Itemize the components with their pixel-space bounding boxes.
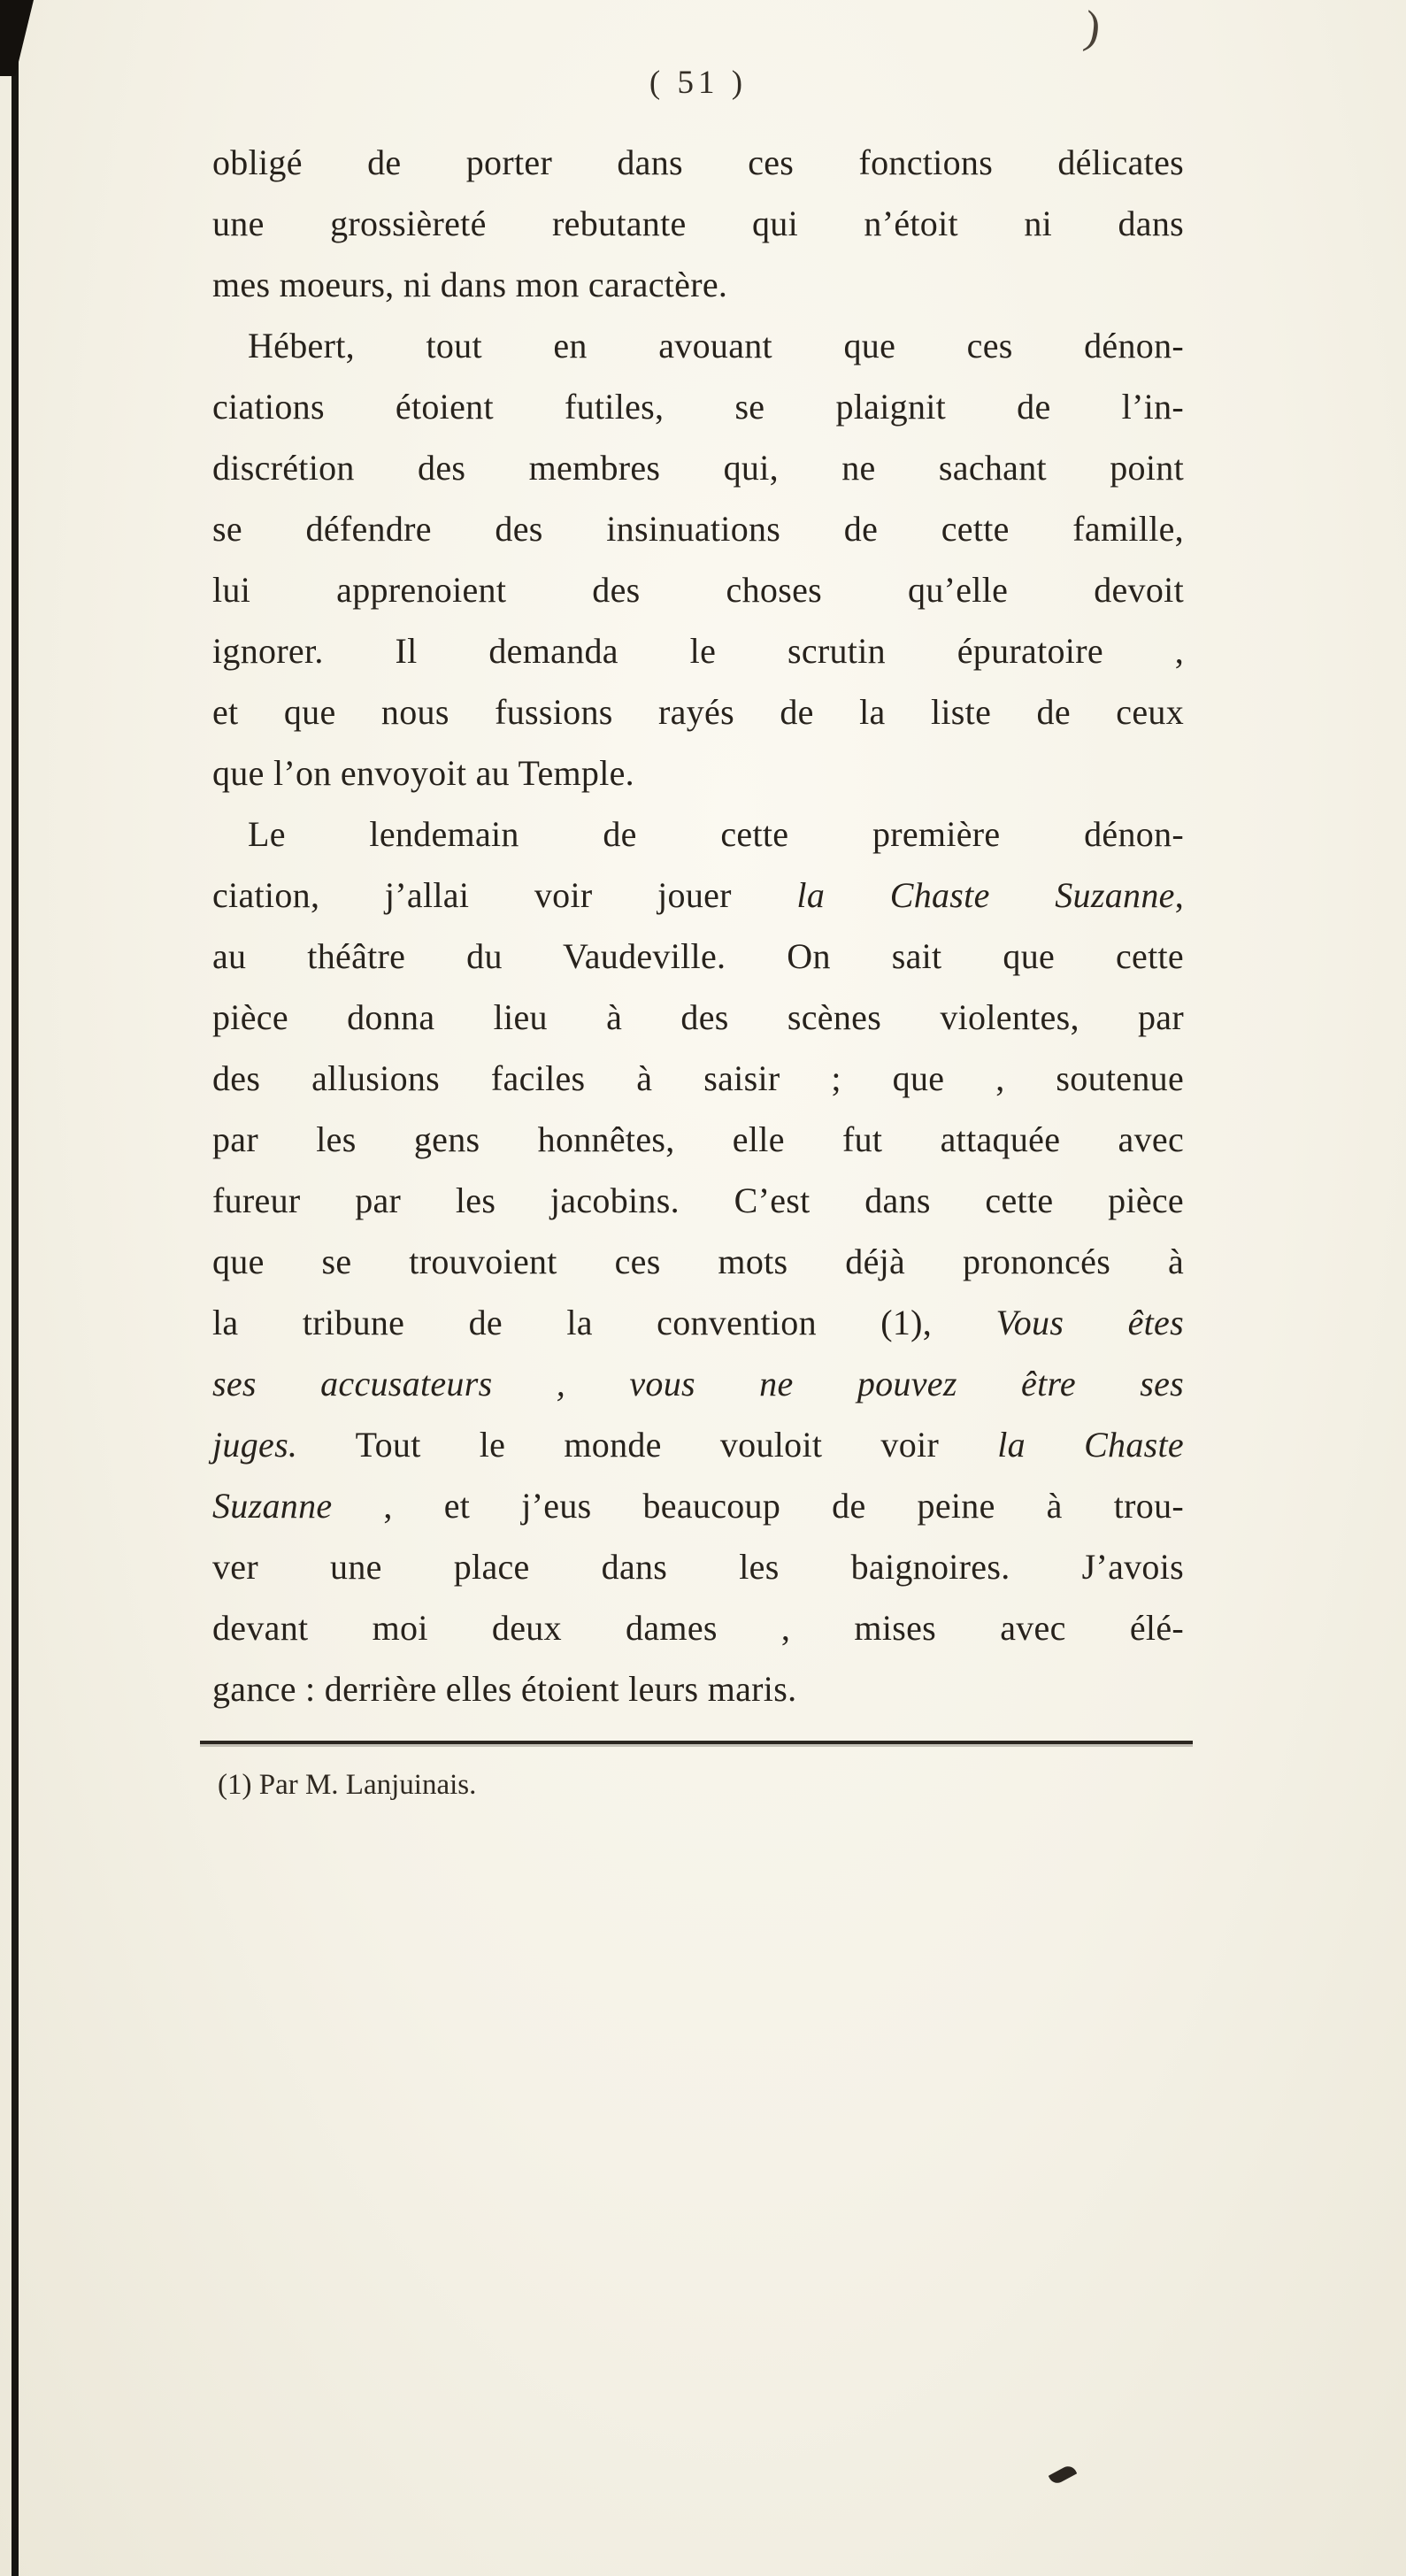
text-segment: mes moeurs, ni dans mon caractère. [212,265,728,304]
text-line [212,1292,1184,1353]
text-segment: ignorer. Il demanda le scrutin épuratoire , [212,631,1184,671]
italic-text-segment: la Chaste [997,1425,1184,1465]
text-segment: par les gens honnêtes, elle fut attaquée avec [212,1119,1184,1159]
scan-edge-strip [12,0,19,2576]
text-segment: que l’on envoyoit au Temple. [212,753,634,793]
text-segment: , [1174,875,1184,915]
text-segment: la tribune de la convention (1), [212,1303,996,1342]
text-segment: ciation, j’allai voir jouer [212,875,797,915]
text-line [212,1597,1184,1658]
text-line [212,620,1184,681]
text-line [212,498,1184,559]
text-line [212,742,1184,804]
footnote-rule [200,1741,1193,1744]
book-page [212,64,1184,1802]
text-line [212,1475,1184,1536]
text-line [212,254,1184,315]
text-segment: ciations étoient futiles, se plaignit de l’in- [212,387,1184,427]
text-line [212,193,1184,254]
italic-text-segment: Vous êtes [995,1303,1184,1342]
text-segment: ver une place dans les baignoires. J’avois [212,1547,1184,1587]
text-line [212,926,1184,987]
text-line [212,559,1184,620]
text-line [212,1414,1184,1475]
italic-text-segment: ses accusateurs , vous ne pouvez être ses [212,1364,1184,1403]
text-segment: devant moi deux dames , mises avec élé- [212,1608,1184,1648]
text-line [212,1658,1184,1719]
text-line [212,804,1184,865]
text-segment: se défendre des insinuations de cette famille, [212,509,1184,549]
page-number: ( 51 ) [649,65,748,101]
text-segment: des allusions faciles à saisir ; que , soutenue [212,1058,1184,1098]
italic-text-segment: juges. [212,1425,298,1465]
text-line [212,987,1184,1048]
stray-paren-mark: ) [1081,2,1104,54]
text-line [212,1231,1184,1292]
text-line [212,1170,1184,1231]
text-segment: Le lendemain de cette première dénon- [248,814,1184,854]
text-line [212,315,1184,376]
text-line [212,865,1184,926]
text-line [212,1536,1184,1597]
text-line [212,681,1184,742]
text-segment: fureur par les jacobins. C’est dans cette pièce [212,1180,1184,1220]
text-segment: , et j’eus beaucoup de peine à trou- [332,1486,1184,1526]
text-segment: et que nous fussions rayés de la liste de ceux [212,692,1184,732]
text-segment: au théâtre du Vaudeville. On sait que cette [212,936,1184,976]
text-segment: lui apprenoient des choses qu’elle devoit [212,570,1184,610]
italic-text-segment: la Chaste Suzanne [796,875,1175,915]
text-segment: pièce donna lieu à des scènes violentes, par [212,997,1184,1037]
text-segment: une grossièreté rebutante qui n’étoit ni dans [212,204,1184,243]
footnote: (1) Par M. Lanjuinais. [218,1769,477,1801]
italic-text-segment: Suzanne [212,1486,333,1526]
text-segment: discrétion des membres qui, ne sachant point [212,448,1184,488]
text-segment: que se trouvoient ces mots déjà prononcés à [212,1242,1184,1281]
text-line [212,1109,1184,1170]
text-line [212,132,1184,193]
text-line [212,1048,1184,1109]
body-text [212,132,1184,1719]
text-segment: Hébert, tout en avouant que ces dénon- [248,326,1184,365]
text-line [212,437,1184,498]
text-line [212,1353,1184,1414]
text-line [212,376,1184,437]
text-segment: obligé de porter dans ces fonctions délicates [212,142,1184,182]
text-segment: gance : derrière elles étoient leurs maris. [212,1669,797,1709]
text-segment: Tout le monde vouloit voir [297,1425,998,1465]
